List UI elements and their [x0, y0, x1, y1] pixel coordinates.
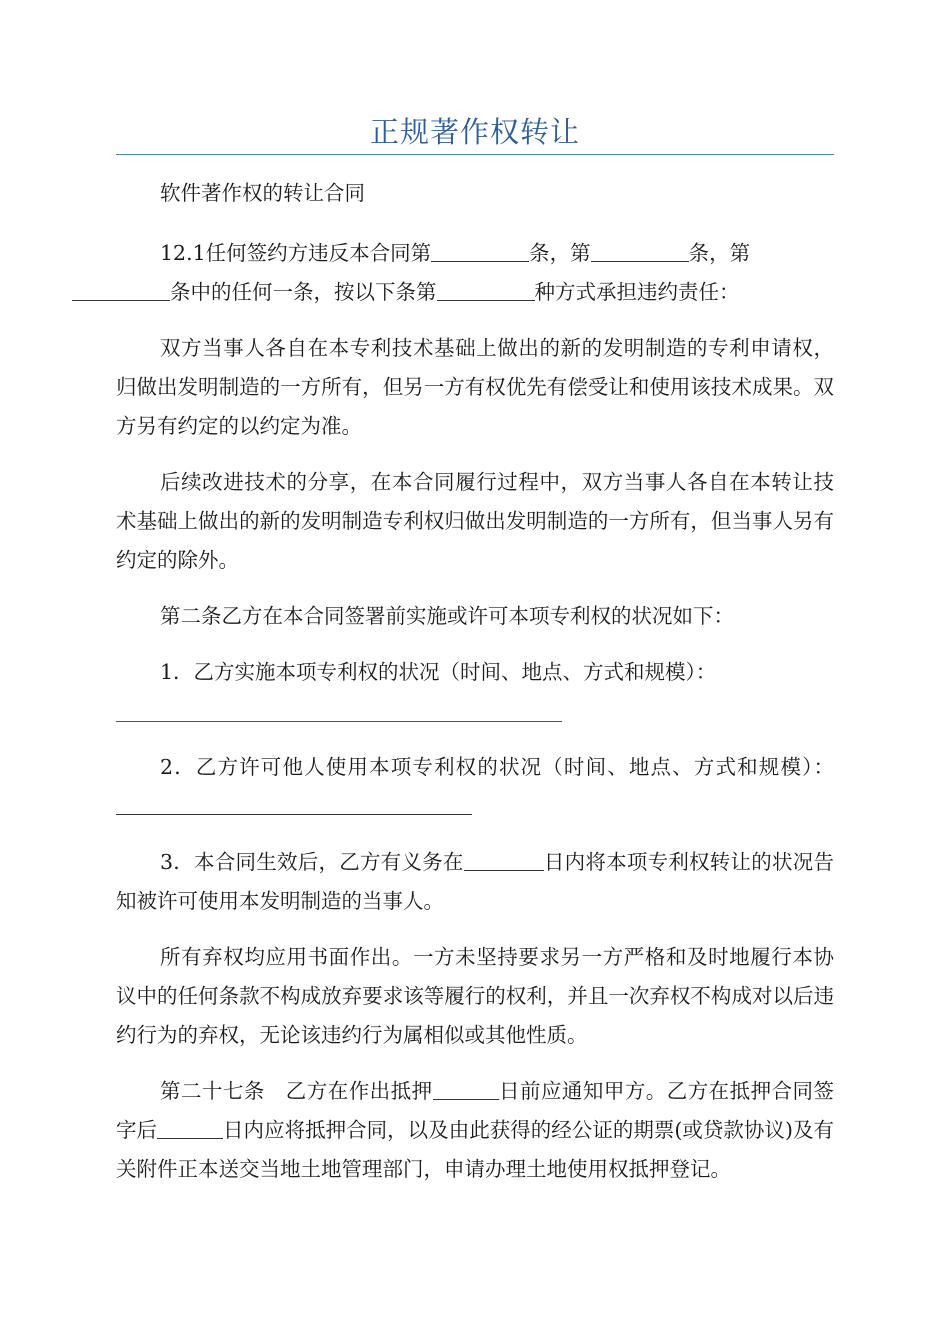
paragraph-text: 所有弃权均应用书面作出。一方未坚持要求另一方严格和及时地履行本协议中的任何条款不构成放弃要求该等履行的权利，并且一次弃权不构成对以后违约行为的弃权，无论该违约行为属相似或其他性质。: [116, 945, 834, 1047]
paragraph-patent-application-right: [116, 329, 834, 446]
document-body: [116, 174, 834, 1206]
blank-field: [464, 844, 544, 871]
paragraph-text: 2．乙方许可他人使用本项专利权的状况（时间、地点、方式和规模）：: [160, 755, 834, 779]
blank-field: [72, 274, 170, 301]
blank-field: [437, 274, 535, 301]
paragraph-text: 后续改进技术的分享，在本合同履行过程中，双方当事人各自在本转让技术基础上做出的新的发明制造专利权归做出发明制造的一方所有，但当事人另有约定的除外。: [116, 470, 834, 572]
blank-field: [591, 235, 689, 262]
paragraph-text: 1．乙方实施本项专利权的状况（时间、地点、方式和规模）：: [160, 660, 717, 684]
blank-field: [433, 1073, 499, 1100]
paragraph-text: 日内将本项专利权转让的状况告知被许可使用本发明制造的当事人。: [116, 850, 834, 913]
paragraph-waiver: [116, 938, 834, 1055]
paragraph-article-twenty-seven: [116, 1072, 834, 1189]
paragraph-text: 软件著作权的转让合同: [160, 181, 365, 205]
paragraph-article-two: [116, 597, 834, 636]
blank-field: [431, 235, 529, 262]
document-title: 正规著作权转让: [369, 115, 580, 149]
paragraph-text: 第二条乙方在本合同签署前实施或许可本项专利权的状况如下：: [160, 604, 734, 628]
paragraph-text: 条，第: [529, 241, 591, 265]
paragraph-text: 条，第: [688, 241, 751, 265]
fill-in-line: [116, 692, 834, 731]
blank-line: [116, 721, 562, 722]
paragraph-text: 日内应将抵押合同，以及由此获得的经公证的期票(或贷款协议)及有关附件正本送交当地土地管理部门，申请办理土地使用权抵押登记。: [116, 1118, 834, 1181]
paragraph-text: 第二十七条 乙方在作出抵押: [160, 1079, 433, 1103]
paragraph-text: 双方当事人各自在本专利技术基础上做出的新的发明制造的专利申请权，归做出发明制造的一方所有，但另一方有权优先有偿受让和使用该技术成果。双方另有约定的以约定为准。: [116, 336, 834, 438]
paragraph-contract-name: [116, 174, 834, 213]
title-underline: [116, 154, 834, 155]
paragraph-text: 日前应通知甲方。乙方在抵押合同签字后: [116, 1079, 835, 1142]
blank-field: [116, 788, 472, 815]
paragraph-text: 3．本合同生效后，乙方有义务在: [160, 850, 464, 874]
paragraph-item-two: [116, 748, 834, 826]
paragraph-text: 种方式承担违约责任：: [534, 280, 740, 304]
paragraph-text: 12.1任何签约方违反本合同第: [160, 241, 432, 265]
paragraph-item-three: [116, 843, 834, 921]
paragraph-breach-clause: [116, 234, 834, 312]
paragraph-item-one: [116, 653, 834, 692]
paragraph-text: 条中的任何一条，按以下条第: [170, 280, 437, 304]
paragraph-improvement-sharing: [116, 463, 834, 580]
blank-field: [157, 1112, 223, 1139]
